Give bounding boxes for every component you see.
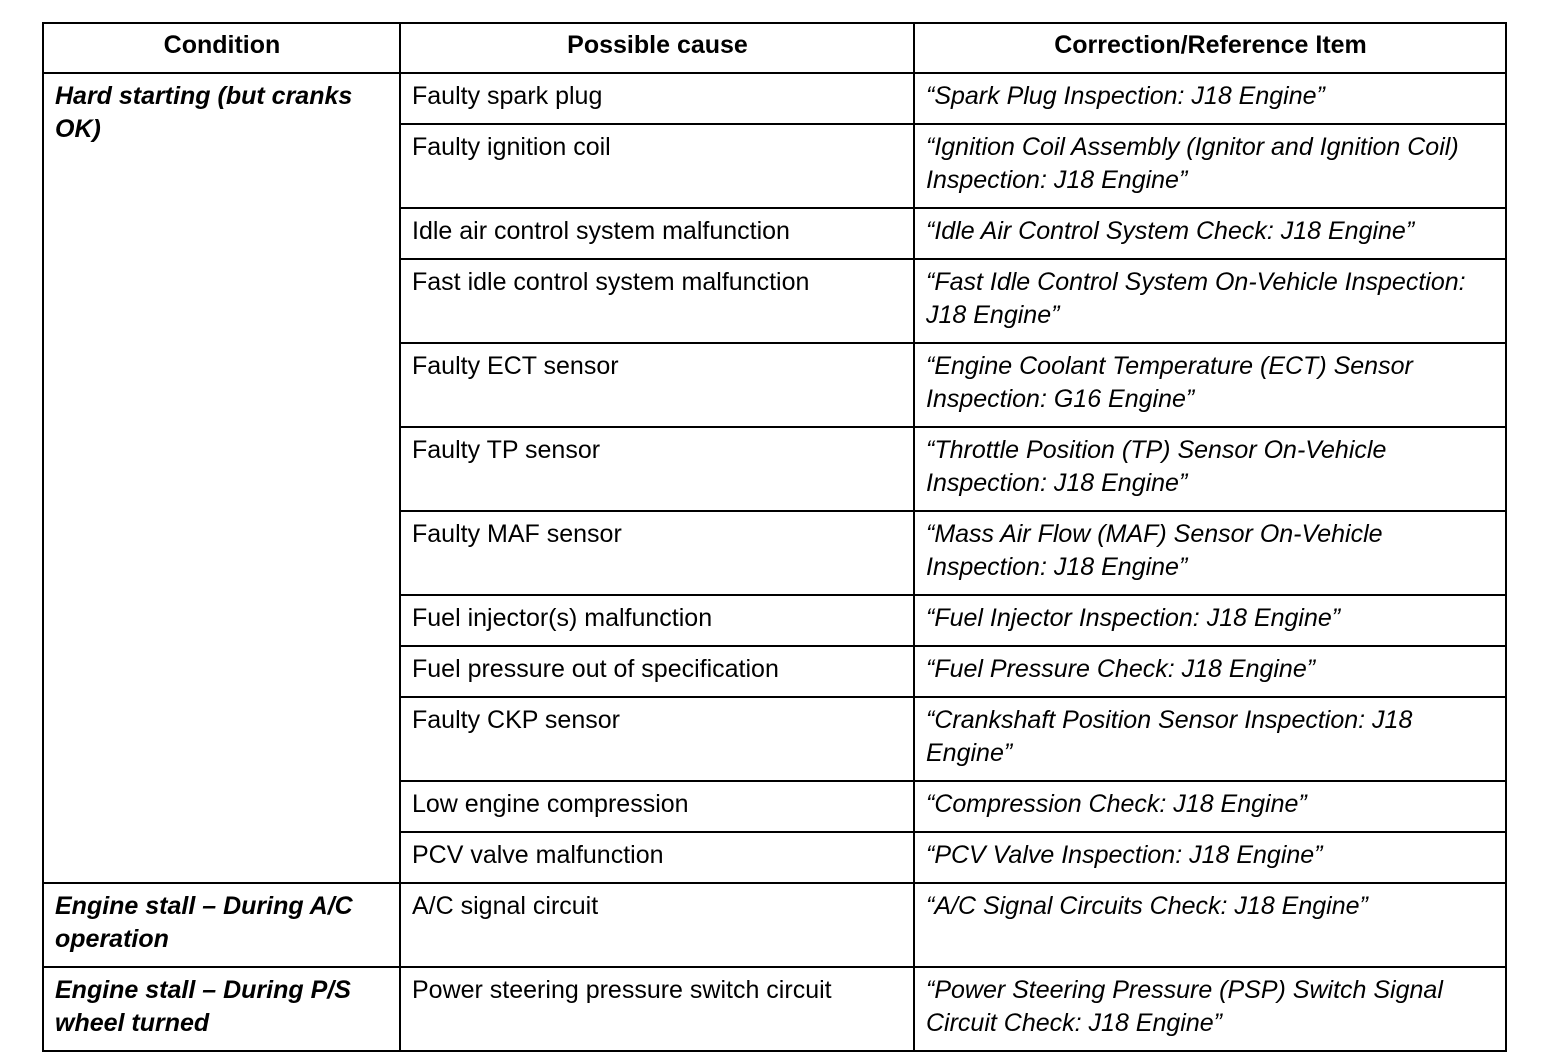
reference-cell: “Spark Plug Inspection: J18 Engine” [914,73,1506,124]
reference-cell: “Fast Idle Control System On-Vehicle Inspection: J18 Engine” [914,259,1506,343]
cause-cell: Low engine compression [400,781,914,832]
reference-cell: “Compression Check: J18 Engine” [914,781,1506,832]
reference-cell: “Throttle Position (TP) Sensor On-Vehicle Inspection: J18 Engine” [914,427,1506,511]
cause-cell: Faulty ECT sensor [400,343,914,427]
cause-cell: Faulty ignition coil [400,124,914,208]
cause-cell: Fast idle control system malfunction [400,259,914,343]
cause-cell: Idle air control system malfunction [400,208,914,259]
cause-cell: Power steering pressure switch circuit [400,967,914,1051]
reference-cell: “PCV Valve Inspection: J18 Engine” [914,832,1506,883]
table-row [43,73,1506,124]
cause-cell: Faulty TP sensor [400,427,914,511]
header-possible-cause: Possible cause [400,23,914,73]
reference-cell: “A/C Signal Circuits Check: J18 Engine” [914,883,1506,967]
reference-cell: “Power Steering Pressure (PSP) Switch Signal Circuit Check: J18 Engine” [914,967,1506,1051]
header-reference: Correction/Reference Item [914,23,1506,73]
cause-cell: Fuel pressure out of specification [400,646,914,697]
reference-cell: “Crankshaft Position Sensor Inspection: J18 Engine” [914,697,1506,781]
cause-cell: PCV valve malfunction [400,832,914,883]
reference-cell: “Engine Coolant Temperature (ECT) Sensor Inspection: G16 Engine” [914,343,1506,427]
reference-cell: “Fuel Pressure Check: J18 Engine” [914,646,1506,697]
cause-cell: Faulty MAF sensor [400,511,914,595]
reference-cell: “Fuel Injector Inspection: J18 Engine” [914,595,1506,646]
condition-cell: Hard starting (but cranks OK) [43,73,400,883]
table-row [43,883,1506,967]
troubleshooting-table [42,22,1507,1052]
header-row [43,23,1506,73]
reference-cell: “Ignition Coil Assembly (Ignitor and Ignition Coil) Inspection: J18 Engine” [914,124,1506,208]
cause-cell: A/C signal circuit [400,883,914,967]
cause-cell: Faulty CKP sensor [400,697,914,781]
table-row [43,967,1506,1051]
header-condition: Condition [43,23,400,73]
cause-cell: Faulty spark plug [400,73,914,124]
cause-cell: Fuel injector(s) malfunction [400,595,914,646]
condition-cell: Engine stall – During A/C operation [43,883,400,967]
reference-cell: “Idle Air Control System Check: J18 Engine” [914,208,1506,259]
reference-cell: “Mass Air Flow (MAF) Sensor On-Vehicle Inspection: J18 Engine” [914,511,1506,595]
condition-cell: Engine stall – During P/S wheel turned [43,967,400,1051]
